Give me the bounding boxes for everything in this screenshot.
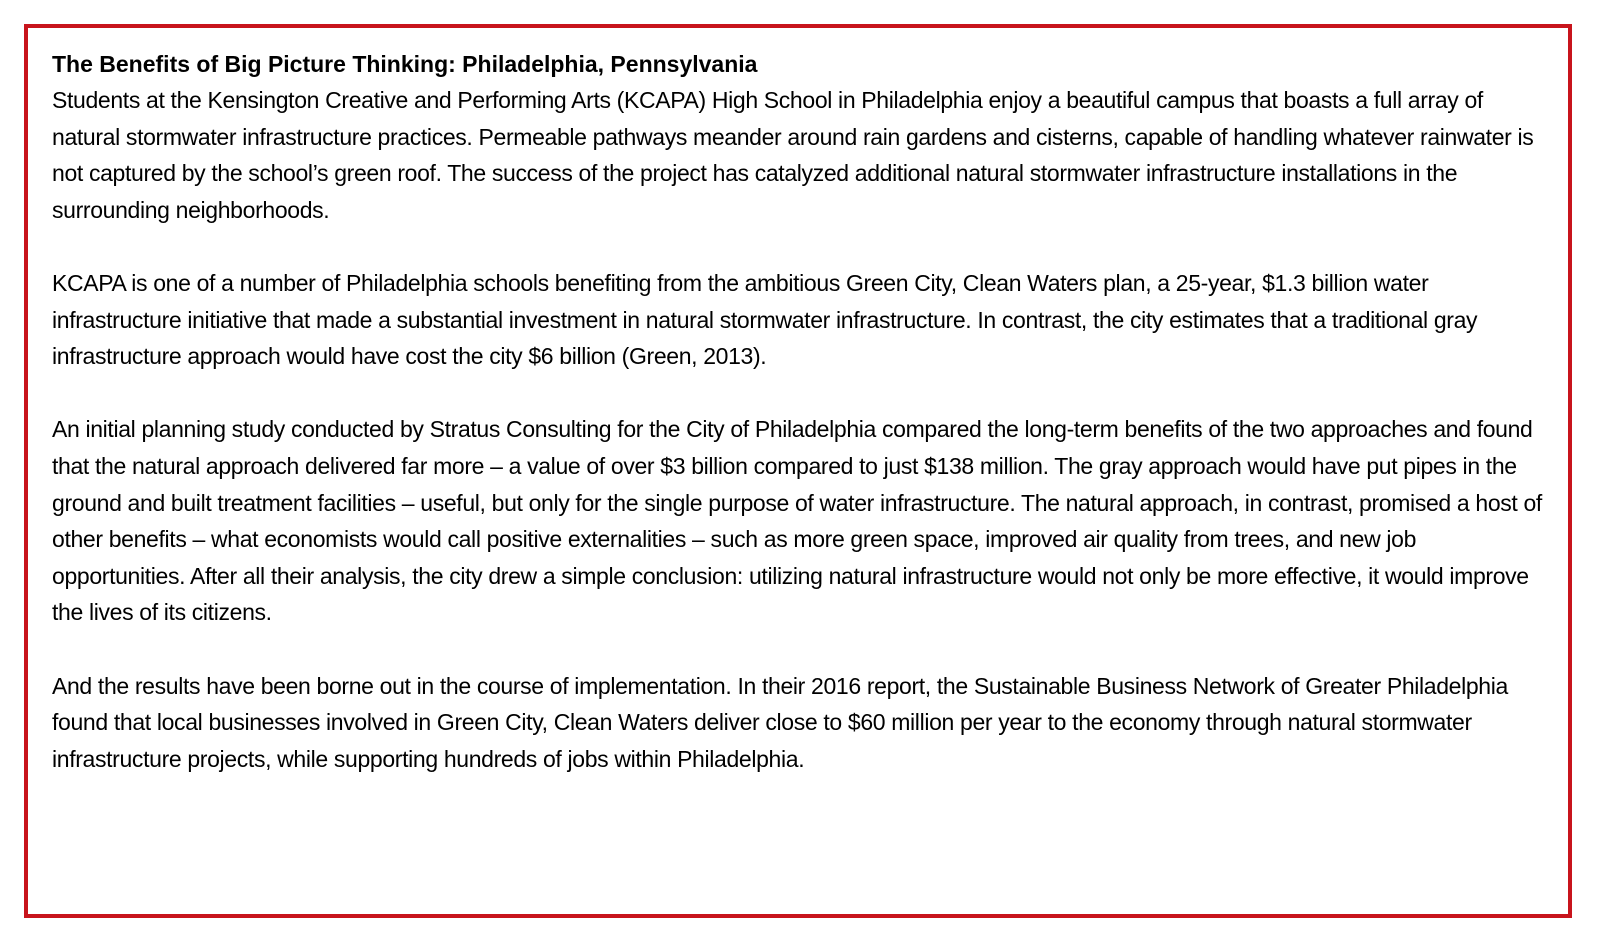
callout-title: The Benefits of Big Picture Thinking: Philadelphia, Pennsylvania [52, 51, 758, 77]
case-study-callout-box [24, 24, 1572, 918]
callout-paragraph-results: And the results have been borne out in the course of implementation. In their 2016 report, the Sustainable Business Network of Greater Philadelphia found that local businesses involved in Green City, Clean Waters deliver close to $60 million per year to the economy through natural stormwater infrastructure projects, while supporting hundreds of jobs within Philadelphia. [52, 672, 1508, 772]
callout-paragraph-kcapa-campus: Students at the Kensington Creative and Performing Arts (KCAPA) High School in Philadelphia enjoy a beautiful campus that boasts a full array of natural stormwater infrastructure practices. Permeable pathways meander around rain gardens and cisterns, capable of handling whatever rainwater is not captured by the school’s green roof. The success of the project has catalyzed additional natural stormwater infrastructure installations in the surrounding neighborhoods. [52, 87, 1534, 223]
callout-paragraph-planning-study: An initial planning study conducted by Stratus Consulting for the City of Philadelphia compared the long-term benefits of the two approaches and found that the natural approach delivered far more – a value of over $3 billion compared to just $138 million. The gray approach would have put pipes in the ground and built treatment facilities – useful, but only for the single purpose of water infrastructure. The natural approach, in contrast, promised a host of other benefits – what economists would call positive externalities – such as more green space, improved air quality from trees, and new job opportunities. After all their analysis, the city drew a simple conclusion: utilizing natural infrastructure would not only be more effective, it would improve the lives of its citizens. [52, 416, 1542, 626]
callout-paragraph-green-city-plan: KCAPA is one of a number of Philadelphia schools benefiting from the ambitious Green City, Clean Waters plan, a 25-year, $1.3 billion water infrastructure initiative that made a substantial investment in natural stormwater infrastructure. In contrast, the city estimates that a traditional gray infrastructure approach would have cost the city $6 billion (Green, 2013). [52, 269, 1478, 370]
